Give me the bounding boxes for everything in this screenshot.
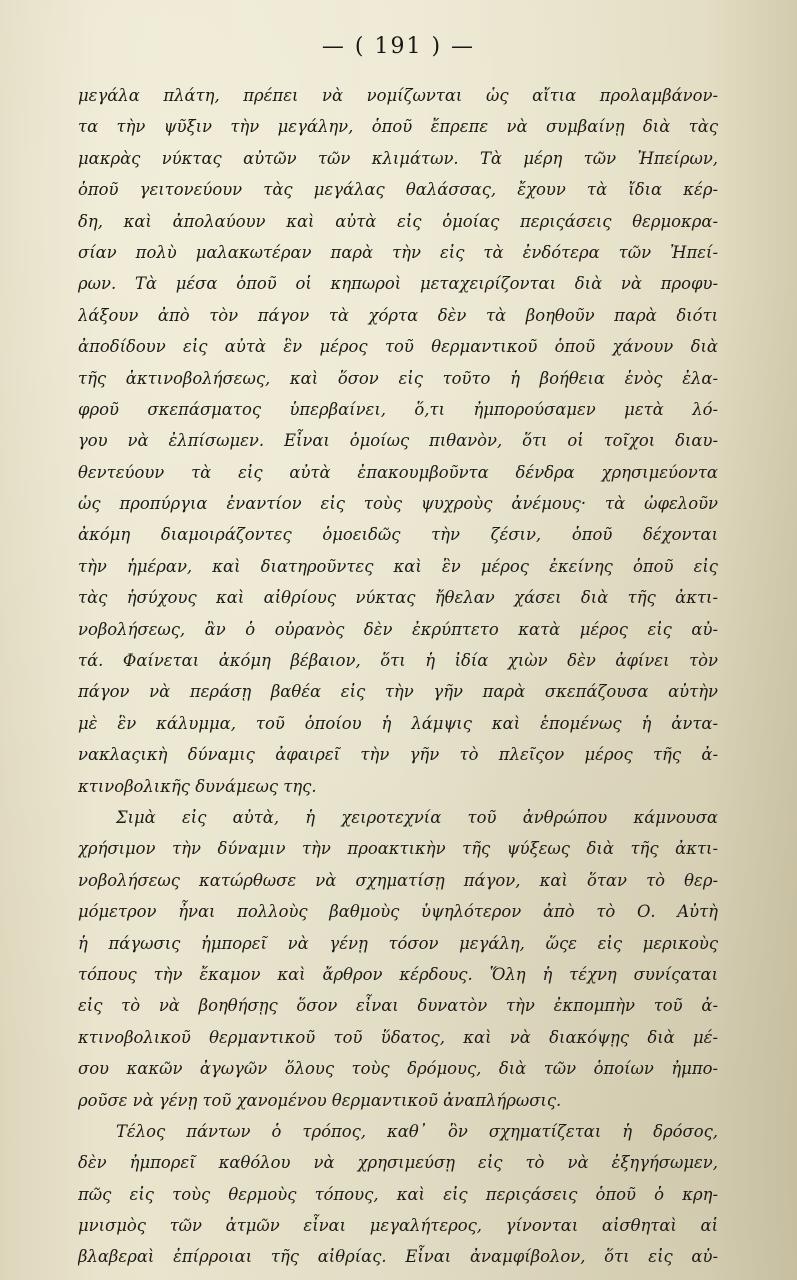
text-line: νοβολήσεως κατώρθωσε νὰ σχηματίσῃ πάγον, καὶ ὅταν τὸ θερ- (78, 870, 718, 890)
text-line: μόμετρον ἦναι πολλοὺς βαθμοὺς ὑψηλότερον ἀπὸ τὸ Ο. Αὐτὴ (78, 902, 718, 922)
text-line: πάγον νὰ περάσῃ βαθέα εἰς τὴν γῆν παρὰ σκεπάζουσα αὐτὴν (78, 682, 718, 702)
text-line: λάξουν ἀπὸ τὸν πάγον τὰ χόρτα δὲν τὰ βοηθοῦν παρὰ διότι (78, 305, 718, 325)
text-line: κτινοβολικῆς δυνάμεως της. (78, 776, 317, 796)
text-line: ἀκόμη διαμοιράζοντες ὁμοειδῶς τὴν ζέσιν, ὁποῦ δέχονται (78, 525, 718, 545)
text-line: πῶς εἰς τοὺς θερμοὺς τόπους, καὶ εἰς περιςάσεις ὁποῦ ὁ κρη- (78, 1184, 718, 1204)
text-line: σίαν πολὺ μαλακωτέραν παρὰ τὴν εἰς τὰ ἐνδότερα τῶν Ἠπεί- (78, 242, 718, 262)
text-line: χρήσιμον τὴν δύναμιν τὴν προακτικὴν τῆς ψύξεως διὰ τῆς ἀκτι- (78, 839, 718, 859)
text-line: μὲ ἓν κάλυμμα, τοῦ ὁποίου ἡ λάμψις καὶ ἑπομένως ἡ ἀντα- (78, 713, 718, 733)
text-line: σου κακῶν ἀγωγῶν ὅλους τοὺς δρόμους, διὰ τῶν ὁποίων ἠμπο- (78, 1059, 718, 1079)
text-line: μακρὰς νύκτας αὐτῶν τῶν κλιμάτων. Τὰ μέρη τῶν Ἠπείρων, (78, 148, 718, 168)
text-line: ἡ πάγωσις ἠμπορεῖ νὰ γένῃ τόσον μεγάλη, ὥςε εἰς μερικοὺς (78, 933, 718, 953)
text-line: τά. Φαίνεται ἀκόμη βέβαιον, ὅτι ἡ ἰδία χιὼν δὲν ἀφίνει τὸν (78, 651, 718, 671)
text-line: εἰς τὸ νὰ βοηθήσῃς ὅσον εἶναι δυνατὸν τὴν ἐκπομπὴν τοῦ ἀ- (78, 996, 718, 1016)
text-line: ροῦσε νὰ γένῃ τοῦ χανομένου θερμαντικοῦ ἀναπλήρωσις. (78, 1090, 562, 1110)
text-line: ὁποῦ γειτονεύουν τὰς μεγάλας θαλάσσας, ἔχουν τὰ ἴδια κέρ- (78, 180, 718, 200)
text-line: νοβολήσεως, ἂν ὁ οὐρανὸς δὲν ἐκρύπτετο κατὰ μέρος εἰς αὐ- (78, 619, 718, 639)
text-line: βλαβεραὶ ἐπίρροιαι τῆς αἰθρίας. Εἶναι ἀναμφίβολον, ὅτι εἰς αὐ- (78, 1247, 718, 1267)
body-text (78, 80, 718, 1273)
text-line: ὡς προπύργια ἐναντίον εἰς τοὺς ψυχροὺς ἀνέμους· τὰ ὠφελοῦν (78, 494, 718, 514)
text-line: τὴν ἡμέραν, καὶ διατηροῦντες καὶ ἓν μέρος ἐκείνης ὁποῦ εἰς (78, 556, 718, 576)
text-line: γου νὰ ἐλπίσωμεν. Εἶναι ὁμοίως πιθανὸν, ὅτι οἱ τοῖχοι διαυ- (78, 431, 718, 451)
text-line: φροῦ σκεπάσματος ὑπερβαίνει, ὅ,τι ἠμπορούσαμεν μετὰ λό- (78, 399, 718, 419)
text-line: Τέλος πάντων ὁ τρόπος, καθ᾽ ὃν σχηματίζεται ἡ δρόσος, (116, 1121, 718, 1141)
text-line: τόπους τὴν ἔκαμον καὶ ἄρθρον κέρδους. Ὅλη ἡ τέχνη συνίςαται (78, 964, 718, 984)
text-line: μεγάλα πλάτη, πρέπει νὰ νομίζωνται ὡς αἴτια προλαμβάνον- (78, 86, 718, 105)
text-line: δὲν ἠμπορεῖ καθόλου νὰ χρησιμεύσῃ εἰς τὸ νὰ ἐξηγήσωμεν, (78, 1153, 718, 1173)
text-line: κτινοβολικοῦ θερμαντικοῦ τοῦ ὕδατος, καὶ νὰ διακόψῃς διὰ μέ- (78, 1027, 718, 1047)
text-line: μνισμὸς τῶν ἀτμῶν εἶναι μεγαλήτερος, γίνονται αἰσθηταὶ αἱ (78, 1216, 718, 1236)
text-line: ἀποδίδουν εἰς αὐτὰ ἓν μέρος τοῦ θερμαντικοῦ ὁποῦ χάνουν διὰ (78, 337, 718, 357)
text-line: δη, καὶ ἀπολαύουν καὶ αὐτὰ εἰς ὁμοίας περιςάσεις θερμοκρα- (78, 211, 718, 231)
text-line: θεντεύουν τὰ εἰς αὐτὰ ἐπακουμβοῦντα δένδρα χρησιμεύοντα (78, 462, 718, 482)
text-line: τὰς ἡσύχους καὶ αἰθρίους νύκτας ἤθελαν χάσει διὰ τῆς ἀκτι- (78, 588, 718, 608)
text-line: τα τὴν ψῦξιν τὴν μεγάλην, ὁποῦ ἔπρεπε νὰ συμβαίνῃ διὰ τὰς (78, 117, 718, 137)
text-line: τῆς ἀκτινοβολήσεως, καὶ ὅσον εἰς τοῦτο ἡ βοήθεια ἑνὸς ἐλα- (78, 368, 718, 388)
text-line: ρων. Τὰ μέσα ὁποῦ οἱ κηπωροὶ μεταχειρίζονται διὰ νὰ προφυ- (78, 274, 718, 294)
text-line: νακλαςικὴ δύναμις ἀφαιρεῖ τὴν γῆν τὸ πλεῖςον μέρος τῆς ἀ- (78, 745, 718, 765)
text-line: Σιμὰ εἰς αὐτὰ, ἡ χειροτεχνία τοῦ ἀνθρώπου κάμνουσα (116, 807, 718, 827)
page-number-header: — ( 191 ) — (321, 34, 476, 59)
